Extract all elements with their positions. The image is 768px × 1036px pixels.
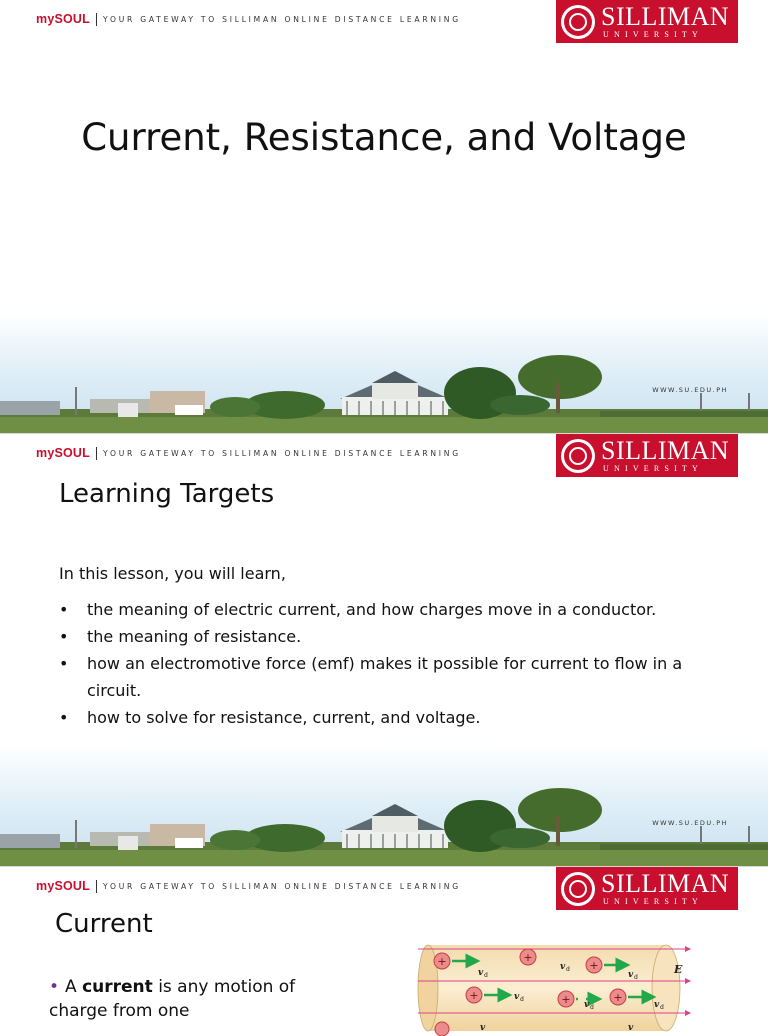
brand-tagline: YOUR GATEWAY TO SILLIMAN ONLINE DISTANCE LEARNING: [103, 448, 461, 458]
intro-text: In this lesson, you will learn,: [59, 564, 286, 583]
svg-text:+: +: [613, 991, 623, 1004]
velocity-label: v: [478, 968, 484, 978]
velocity-label: v: [628, 1023, 634, 1033]
university-seal-icon: [561, 5, 595, 39]
slide-heading: Learning Targets: [59, 479, 275, 509]
svg-text:+: +: [561, 993, 571, 1006]
university-seal-icon: [561, 439, 595, 473]
conductor-diagram: [418, 941, 698, 1031]
svg-text:d: d: [566, 966, 570, 973]
website-url: WWW.SU.EDU.PH: [652, 819, 728, 827]
logo-main-text: SILLIMAN: [601, 2, 730, 31]
mysoul-brand: [36, 12, 461, 26]
mysoul-logo: mySOUL: [36, 446, 90, 460]
bullet-icon: •: [59, 600, 69, 619]
brand-separator: [96, 880, 97, 893]
velocity-label: v: [560, 962, 566, 972]
svg-text:+: +: [469, 989, 479, 1002]
logo-sub-text: UNIVERSITY: [603, 30, 703, 39]
slide-current: [0, 867, 768, 1033]
list-item: • the meaning of resistance.: [59, 623, 719, 650]
svg-text:+: +: [523, 951, 533, 964]
list-item: • the meaning of electric current, and how charges move in a conductor.: [59, 596, 719, 623]
brand-tagline: YOUR GATEWAY TO SILLIMAN ONLINE DISTANCE LEARNING: [103, 14, 461, 24]
velocity-label: v: [628, 970, 634, 980]
svg-text:d: d: [590, 1004, 594, 1011]
mysoul-logo: mySOUL: [36, 879, 90, 893]
term-current: current: [82, 977, 153, 997]
slide-heading: Current: [55, 909, 153, 939]
silliman-logo: [556, 867, 738, 910]
svg-text:d: d: [484, 972, 488, 979]
conductor-end-right: [652, 945, 680, 1031]
velocity-label: v: [514, 992, 520, 1002]
brand-tagline: YOUR GATEWAY TO SILLIMAN ONLINE DISTANCE LEARNING: [103, 881, 461, 891]
conductor-body: [428, 945, 666, 1031]
brand-separator: [96, 13, 97, 26]
learning-targets-list: [59, 596, 719, 731]
website-url: WWW.SU.EDU.PH: [652, 386, 728, 394]
velocity-label: v: [584, 1000, 590, 1010]
logo-sub-text: UNIVERSITY: [603, 897, 703, 906]
silliman-logo: [556, 0, 738, 43]
svg-text:+: +: [437, 955, 447, 968]
positive-charge-icon: [435, 1022, 449, 1036]
list-item: • how an electromotive force (emf) makes it possible for current to flow in a circuit.: [59, 650, 719, 704]
mysoul-logo: mySOUL: [36, 12, 90, 26]
brand-separator: [96, 447, 97, 460]
field-label: E: [674, 963, 683, 976]
list-item: • how to solve for resistance, current, and voltage.: [59, 704, 719, 731]
current-definition: • A current is any motion of charge from one: [49, 977, 296, 1021]
slide-title: [0, 0, 768, 433]
velocity-label: v: [480, 1023, 486, 1033]
university-seal-icon: [561, 872, 595, 906]
bullet-icon: •: [49, 977, 60, 997]
campus-panorama-image: [0, 313, 768, 433]
svg-text:d: d: [660, 1004, 664, 1011]
svg-text:d: d: [520, 996, 524, 1003]
slide-title-text: Current, Resistance, and Voltage: [81, 116, 687, 159]
velocity-label: v: [654, 1000, 660, 1010]
logo-main-text: SILLIMAN: [601, 869, 730, 898]
logo-main-text: SILLIMAN: [601, 436, 730, 465]
bullet-icon: •: [59, 627, 69, 646]
bullet-icon: •: [59, 654, 69, 673]
svg-text:d: d: [634, 974, 638, 981]
mysoul-brand: [36, 446, 461, 460]
svg-text:+: +: [589, 959, 599, 972]
bullet-icon: •: [59, 708, 69, 727]
logo-sub-text: UNIVERSITY: [603, 464, 703, 473]
silliman-logo: [556, 434, 738, 477]
slide-learning-targets: [0, 434, 768, 866]
mysoul-brand: [36, 879, 461, 893]
campus-panorama-image: [0, 746, 768, 866]
